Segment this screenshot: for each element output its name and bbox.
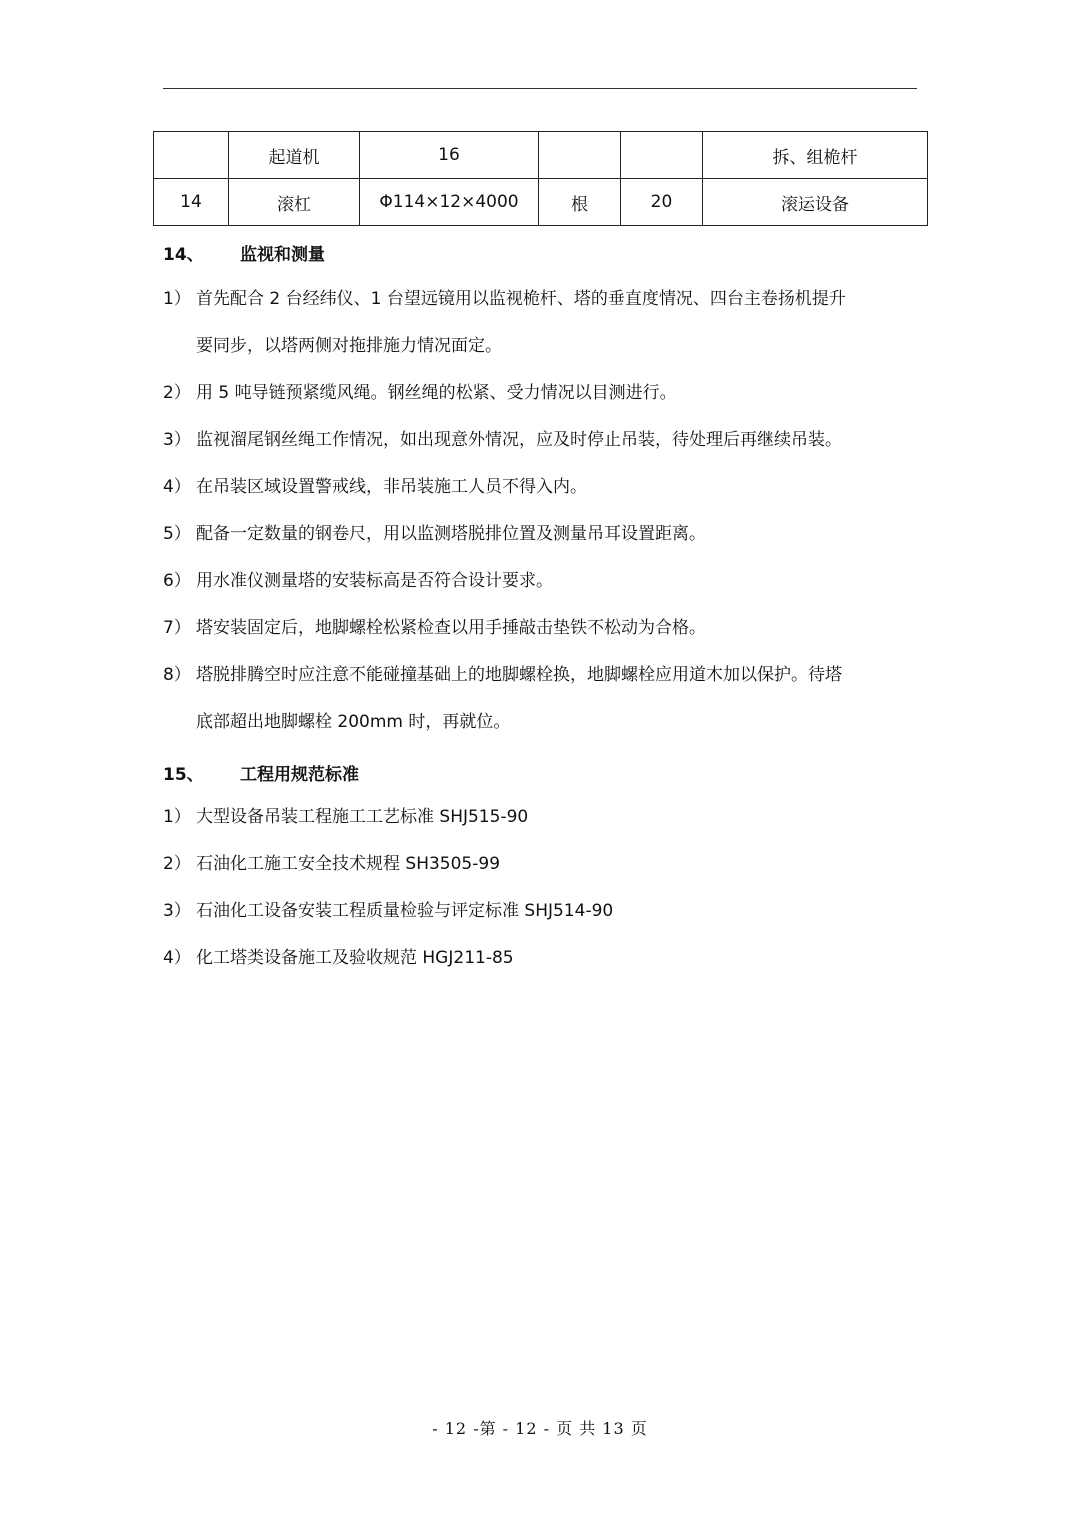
item-text: 用水准仪测量塔的安装标高是否符合设计要求。 xyxy=(196,571,553,591)
section-number: 14、 xyxy=(163,245,204,265)
item-text: 石油化工施工安全技术规程 SH3505-99 xyxy=(196,854,501,874)
header-rule xyxy=(163,88,917,89)
item-index: 3） xyxy=(163,430,191,450)
item-index: 6） xyxy=(163,571,191,591)
item-index: 2） xyxy=(163,854,191,874)
item-text-continued: 底部超出地脚螺栓 200mm 时，再就位。 xyxy=(196,712,511,732)
item-index: 7） xyxy=(163,618,191,638)
item-text: 用 5 吨导链预紧缆风绳。钢丝绳的松紧、受力情况以目测进行。 xyxy=(196,383,677,403)
item-index: 4） xyxy=(163,948,191,968)
item-text: 大型设备吊装工程施工工艺标准 SHJ515-90 xyxy=(196,807,529,827)
item-index: 2） xyxy=(163,383,191,403)
table-cell: Φ114×12×4000 xyxy=(360,179,539,226)
list-item xyxy=(163,370,923,417)
list-item xyxy=(163,888,923,935)
section-heading xyxy=(163,760,359,785)
table-cell xyxy=(621,132,703,179)
section-number: 15、 xyxy=(163,765,204,785)
page-footer: - 12 -第 - 12 - 页 共 13 页 xyxy=(432,1419,648,1438)
table-cell: 拆、组桅杆 xyxy=(703,132,928,179)
table-cell: 20 xyxy=(621,179,703,226)
item-index: 5） xyxy=(163,524,191,544)
item-index: 3） xyxy=(163,901,191,921)
table-row xyxy=(154,132,928,179)
list-item xyxy=(163,794,923,841)
list-item xyxy=(163,417,923,464)
list-item xyxy=(163,652,923,746)
list-item xyxy=(163,511,923,558)
list-item xyxy=(163,605,923,652)
list-item xyxy=(163,464,923,511)
table-cell xyxy=(154,132,229,179)
item-index: 1） xyxy=(163,807,191,827)
item-text: 塔安装固定后，地脚螺栓松紧检查以用手捶敲击垫铁不松动为合格。 xyxy=(196,618,706,638)
table-cell: 滚杠 xyxy=(229,179,360,226)
item-index: 4） xyxy=(163,477,191,497)
table-cell: 16 xyxy=(360,132,539,179)
list-item xyxy=(163,558,923,605)
list-item xyxy=(163,935,923,982)
list-item xyxy=(163,276,923,370)
item-index: 8） xyxy=(163,665,191,685)
list-item xyxy=(163,841,923,888)
table-cell: 起道机 xyxy=(229,132,360,179)
item-text: 首先配合 2 台经纬仪、1 台望远镜用以监视桅杆、塔的垂直度情况、四台主卷扬机提升 xyxy=(196,289,846,309)
table-cell: 14 xyxy=(154,179,229,226)
table-cell xyxy=(539,132,621,179)
section-title: 工程用规范标准 xyxy=(240,765,359,785)
table-cell: 根 xyxy=(539,179,621,226)
item-text: 在吊装区域设置警戒线，非吊装施工人员不得入内。 xyxy=(196,477,587,497)
section-heading xyxy=(163,240,325,265)
item-text: 监视溜尾钢丝绳工作情况，如出现意外情况，应及时停止吊装，待处理后再继续吊装。 xyxy=(196,430,842,450)
equipment-table xyxy=(153,131,928,226)
item-text: 石油化工设备安装工程质量检验与评定标准 SHJ514-90 xyxy=(196,901,614,921)
item-text-continued: 要同步，以塔两侧对拖排施力情况面定。 xyxy=(196,336,502,356)
table-row xyxy=(154,179,928,226)
item-text: 配备一定数量的钢卷尺，用以监测塔脱排位置及测量吊耳设置距离。 xyxy=(196,524,706,544)
item-text: 塔脱排腾空时应注意不能碰撞基础上的地脚螺栓换，地脚螺栓应用道木加以保护。待塔 xyxy=(196,665,842,685)
section-title: 监视和测量 xyxy=(240,245,325,265)
item-index: 1） xyxy=(163,289,191,309)
item-text: 化工塔类设备施工及验收规范 HGJ211-85 xyxy=(196,948,514,968)
table-cell: 滚运设备 xyxy=(703,179,928,226)
